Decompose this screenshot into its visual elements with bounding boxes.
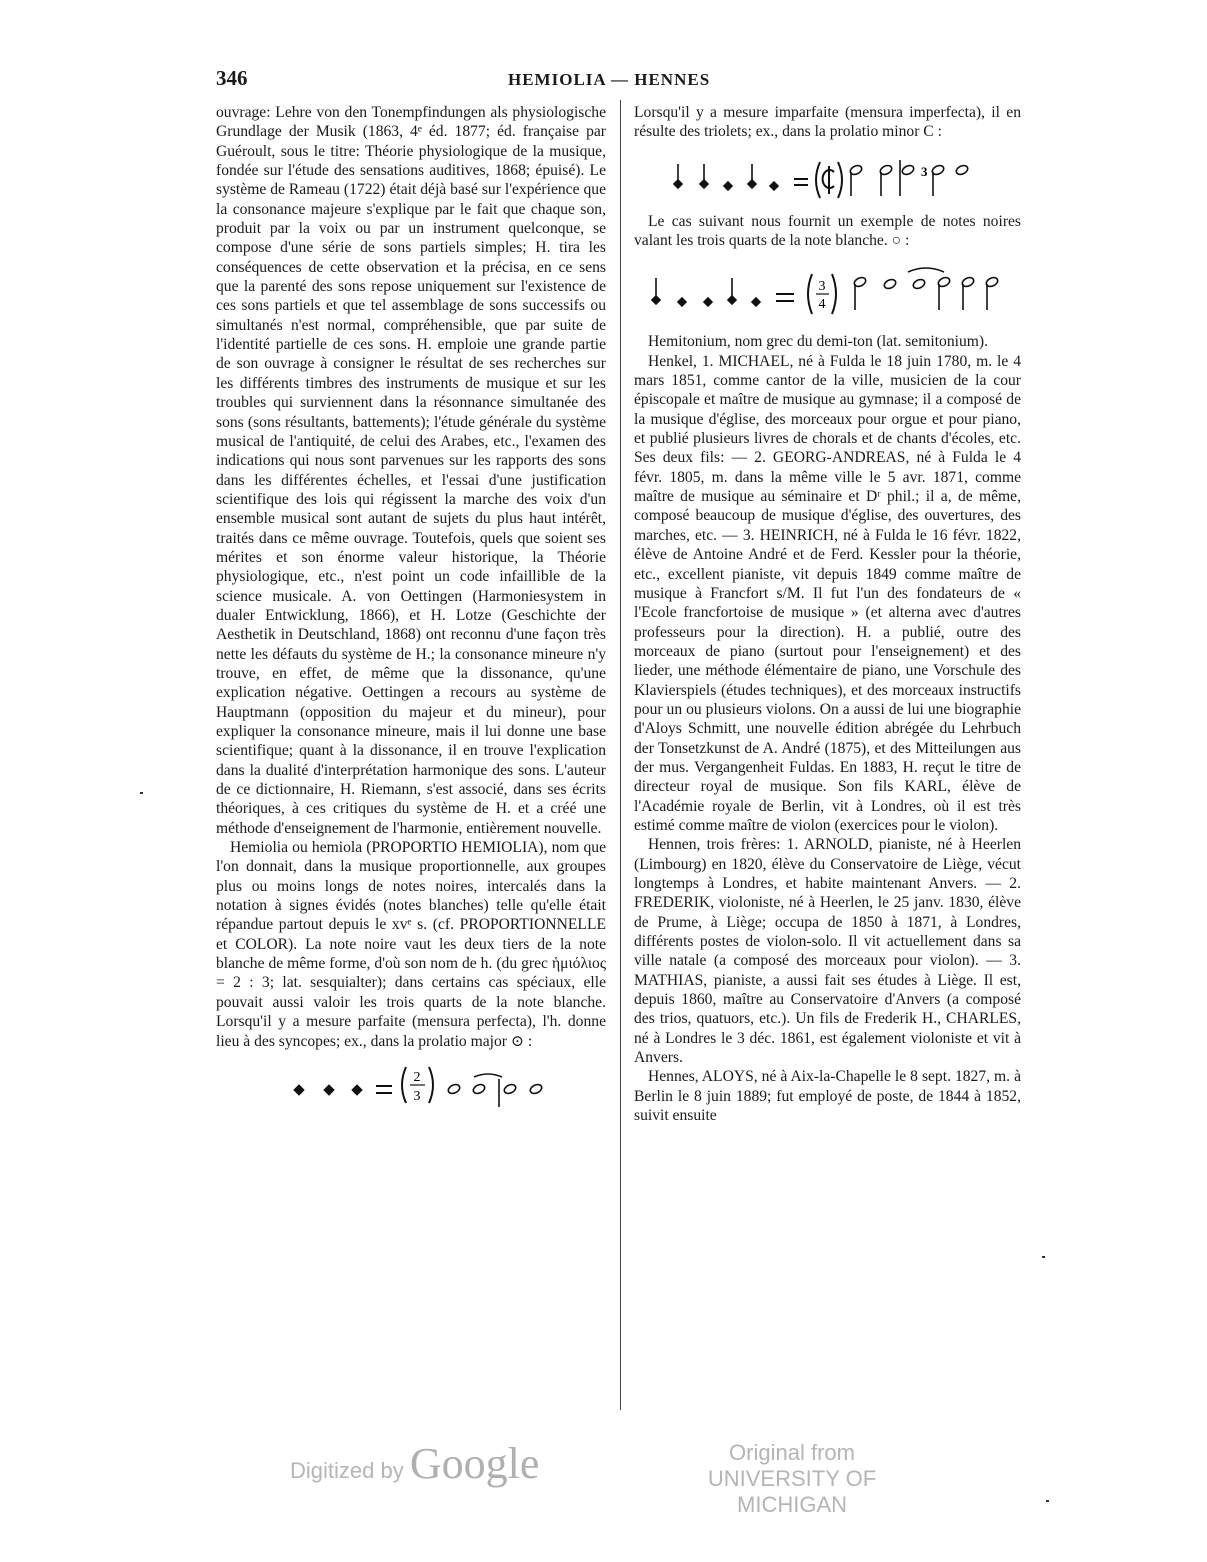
running-head: HEMIOLIA — HENNES xyxy=(508,70,711,89)
ratio-denominator: 3 xyxy=(413,1088,421,1104)
right-column xyxy=(634,103,1021,1125)
google-logo: Google xyxy=(409,1439,540,1488)
scan-speck xyxy=(1042,1256,1045,1258)
page-number: 346 xyxy=(216,66,248,90)
column-rule xyxy=(620,100,621,1410)
original-from-label: Original from xyxy=(729,1440,855,1465)
institution-label: UNIVERSITY OF MICHIGAN xyxy=(707,1466,877,1517)
right-paragraph-2: Le cas suivant nous fournit un exemple de notes noires valant les trois quarts de la note blanche. ○ : xyxy=(634,212,1021,250)
triplet-mark: 3 xyxy=(921,163,928,179)
left-column xyxy=(216,103,606,1121)
henkel-entry: Henkel, 1. MICHAEL, né à Fulda le 18 juin 1780, m. le 4 mars 1851, comme cantor de la ville, musicien de la cour épiscopale et maître de musique au gymnase; il a composé de la musique d'église, des morceaux pour orgue et pour piano, et publié plusieurs livres de chorals et de chants d'écoles, etc. Ses deux fils: — 2. GEORG-ANDREAS, né à Fulda le 4 févr. 1805, m. dans la même ville le 5 avr. 1871, comme maître de musique au séminaire et Dʳ phil.; il a, de même, composé beaucoup de musique d'église, des ouvertures, des marches, etc. — 3. HEINRICH, né à Fulda le 16 févr. 1822, élève de Antoine André et de Ferd. Kessler pour la théorie, etc., excellent pianiste, vit depuis 1849 comme maître de musique à Francfort s/M. Il fut l'un des fondateurs de « l'Ecole francfortoise de musique » (et alterna avec d'autres professeurs pour la direction). H. a publié, outre des morceaux de piano (surtout pour l'enseignement) et des lieder, une méthode élémentaire de piano, une Vorschule des Klavierspiels (études techniques), et des morceaux instructifs pour un ou plusieurs violons. On a aussi de lui une biographie d'Aloys Schmitt, une nouvelle édition abrégée du Lehrbuch der Tonsetzkunst de A. André (1875), et des Mitteilungen aus der mus. Vergangenheit Fuldas. En 1883, H. reçut le titre de directeur royal de musique. Son fils KARL, élève de l'Académie royale de Berlin, vit à Londres, où il est très estimé comme maître de violon (exercices pour le violon). xyxy=(634,352,1021,834)
left-paragraph-1: ouvrage: Lehre von den Tonempfindungen als physiologische Grundlage der Musik (1863, 4ᵉ éd. 1877; éd. française par Guéroult, sous le titre: Théorie physiologique de la musique, fondée sur l'étude des sensations auditives, 1868; épuisé). Le système de Rameau (1722) était déjà basé sur l'expérience que la consonance majeure s'explique par le fait que chaque son, produit par la voix ou par un instrument quelconque, se compose d'une série de sons partiels simples; H. tira les conséquences de cette observation et la précisa, en ce sens que la parenté des sons repose uniquement sur l'existence de ces sons partiels et que tel assemblage de sons successifs ou simultanés n'est normal, compréhensible, que par suite de l'identité partielle de ces sons. H. emploie une grande partie de son ouvrage à consigner le résultat de ses recherches sur les différents timbres des instruments de musique et sur les troubles qui surviennent dans la résonnance simultanée des sons (sons résultants, battements); l'étude générale du système musical de l'antiquité, de celui des Arabes, etc., l'examen des indications qui nous sont parvenues sur les rapports des sons dans les différentes échelles, et l'essai d'une justification scientifique des lois qui régissent la marche des voix d'un ensemble musical sont autant de sujets du plus haut intérêt, traités dans ce même ouvrage. Toutefois, quels que soient ses mérites et son énorme valeur historique, la Théorie physiologique, etc., n'est point un code infaillible de la science musicale. A. von Oettingen (Harmoniesystem in dualer Entwicklung, 1866), et H. Lotze (Geschichte der Aesthetik in Deutschland, 1868) ont reconnu d'une façon très nette les défauts du système de H.; la consonance mineure n'y trouve, en effet, de même que la dissonance, qu'une explication négative. Oettingen a recours au système de Hauptmann (opposition du majeur et du mineur), pour expliquer la consonance mineure, mais il lui donne une base scientifique; quant à la dissonance, il en trouve l'explication dans la dualité d'interprétation harmonique des sons. L'auteur de ce dictionnaire, H. Riemann, s'est associé, dans ses écrits théoriques, à ces critiques du système de H. et a créé une méthode d'enseignement de l'harmonie, entièrement nouvelle. xyxy=(216,104,606,837)
original-from-watermark xyxy=(668,1440,916,1518)
ratio-denominator-2: 4 xyxy=(818,297,826,313)
right-paragraph-1: Lorsqu'il y a mesure imparfaite (mensura imperfecta), il en résulte des triolets; ex., dans la prolatio minor C : xyxy=(634,104,1021,141)
scan-speck xyxy=(140,792,143,794)
ratio-numerator-2: 3 xyxy=(818,279,826,295)
ratio-numerator: 2 xyxy=(413,1069,421,1085)
hemitonium-entry: Hemitonium, nom grec du demi-ton (lat. semitonium). xyxy=(648,333,988,351)
hennes-entry: Hennes, ALOYS, né à Aix-la-Chapelle le 8 sept. 1827, m. à Berlin le 8 juin 1889; fut employé de poste, de 1844 à 1852, suivit ensuite xyxy=(634,1068,1021,1125)
hemiolia-entry: Hemiolia ou hemiola (PROPORTIO HEMIOLIA), nom que l'on donnait, dans la musique proportionnelle, aux groupes plus ou moins longs de notes noires, intercalés dans la notation à signes évidés (notes blanches) telle qu'elle était répandue partout depuis le xvᵉ s. (cf. PROPORTIONNELLE et COLOR). La note noire vaut les deux tiers de la note blanche de même forme, d'où son nom de h. (du grec ἡμιόλιος = 2 : 3; lat. sesquialter); dans certains cas spéciaux, elle pouvait aussi valoir les trois quarts de la note blanche. Lorsqu'il y a mesure parfaite (mensura perfecta), l'h. donne lieu à des syncopes; ex., dans la prolatio major ⊙ : xyxy=(216,839,606,1050)
notation-example-prolatio-minor xyxy=(634,146,1021,206)
digitized-by-label: Digitized by xyxy=(290,1458,404,1483)
hennen-entry: Hennen, trois frères: 1. ARNOLD, pianiste, né à Heerlen (Limbourg) en 1820, élève du Conservatoire de Liège, vécut longtemps à Londres, et habite maintenant Anvers. — 2. FREDERIK, violoniste, né à Heerlen, le 25 janv. 1830, élève de Prume, à Liège; occupa de 1850 à 1871, à Londres, différents postes de violon-solo. Il vit actuellement dans sa ville natale (a composé des morceaux pour violon). — 3. MATHIAS, pianiste, a aussi fait ses études à Liège. Il est, depuis 1860, maître au Conservatoire d'Anvers (a composé des trios, quatuors, etc.). Un fils de Frederik H., CHARLES, né à Londres le 3 déc. 1861, est également violoniste et vit à Anvers. xyxy=(634,836,1021,1067)
digitized-by-watermark xyxy=(290,1438,539,1489)
scan-speck xyxy=(1046,1500,1049,1502)
notation-example-three-quarters xyxy=(634,254,1021,324)
notation-example-prolatio-major xyxy=(216,1055,606,1115)
